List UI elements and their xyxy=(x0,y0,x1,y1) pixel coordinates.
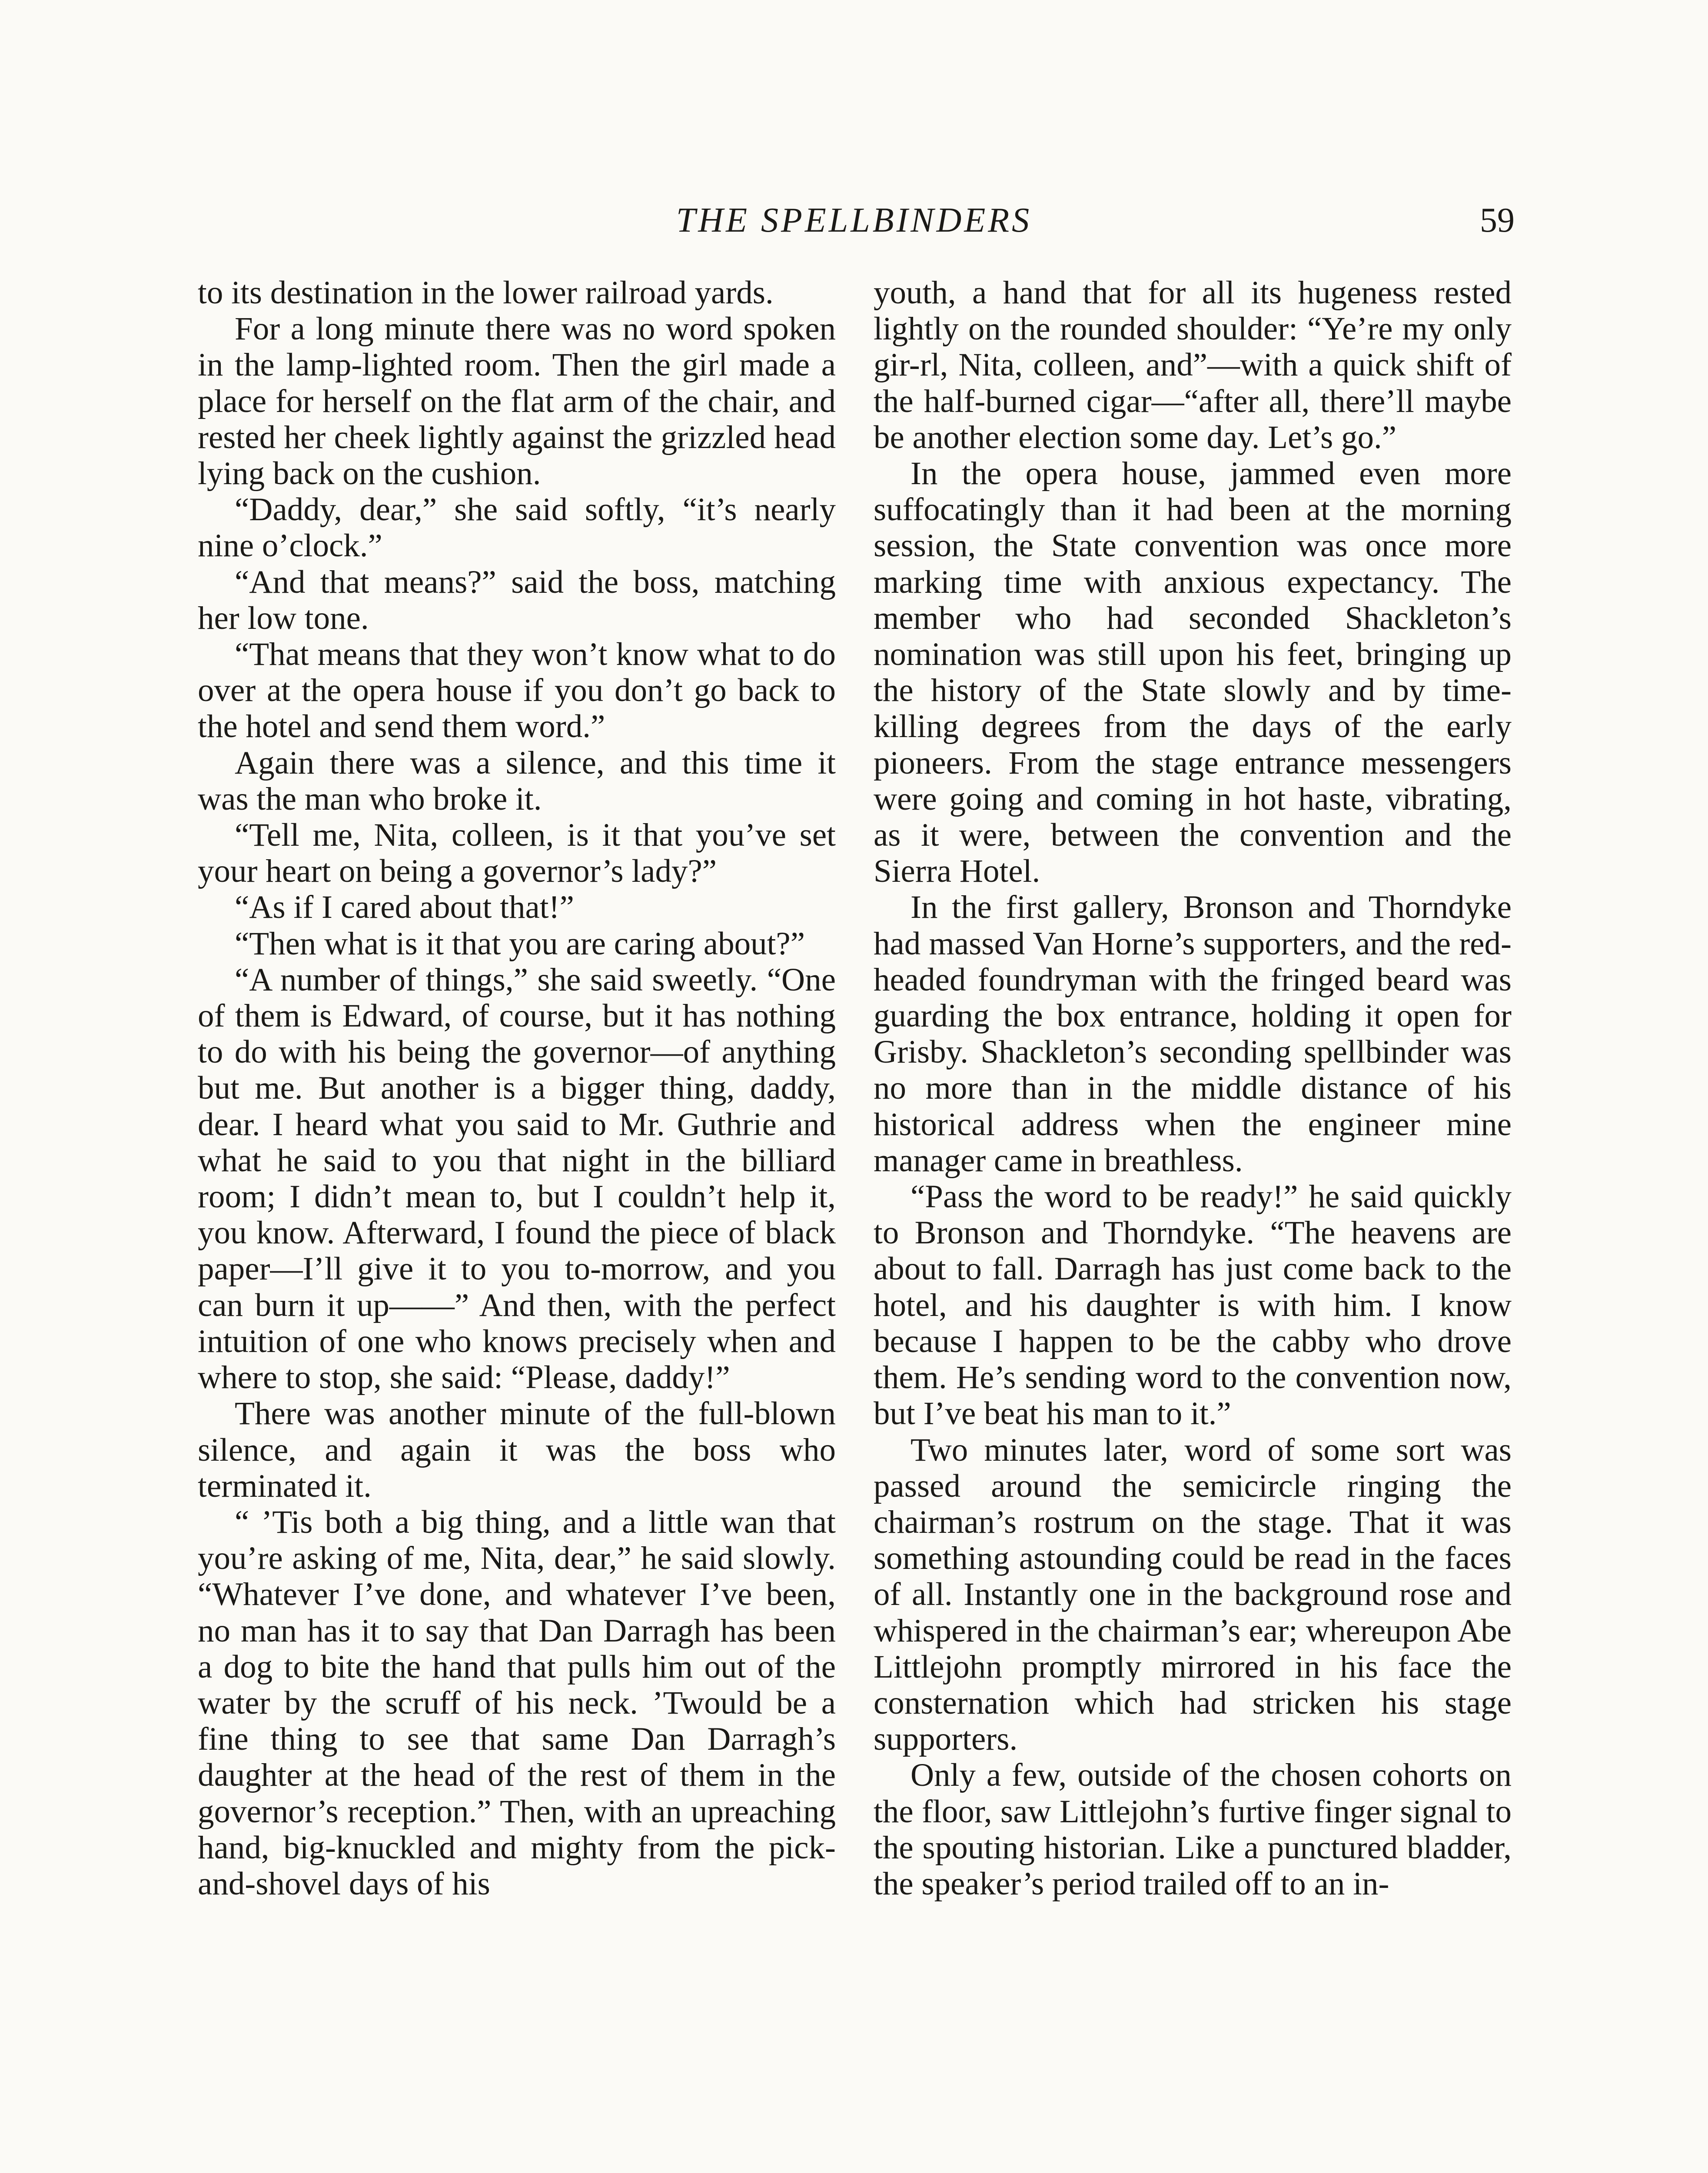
right-text-column xyxy=(874,275,1512,1902)
left-text-column xyxy=(198,275,836,1902)
paragraph: “As if I cared about that!” xyxy=(235,889,574,926)
paragraph: “Daddy, dear,” she said softly, “it’s nearly nine o’clock.” xyxy=(198,492,836,564)
running-title: THE SPELLBINDERS xyxy=(676,201,1032,239)
paragraph: “That means that they won’t know what to do over at the opera house if you don’t go back to the hotel and send them word.” xyxy=(198,636,836,745)
paragraph: In the first gallery, Bronson and Thorndyke had massed Van Horne’s supporters, and the red-headed foundryman with the fringed beard was guarding the box entrance, holding it open for Grisby. Shackleton’s seconding spellbinder was no more than in the middle distance of his historical address when the engineer mine manager came in breathless. xyxy=(874,889,1512,1179)
paragraph: “And that means?” said the boss, matching her low tone. xyxy=(198,564,836,636)
paragraph: There was another minute of the full-blown silence, and again it was the boss who terminated it. xyxy=(198,1396,836,1504)
paragraph: “Pass the word to be ready!” he said quickly to Bronson and Thorndyke. “The heavens are about to fall. Darragh has just come back to the hotel, and his daughter is with him. I know because I happen to be the cabby who drove them. He’s sending word to the convention now, but I’ve beat his man to it.” xyxy=(874,1179,1512,1432)
paragraph: In the opera house, jammed even more suffocatingly than it had been at the morning session, the State convention was once more marking time with anxious expectancy. The member who had seconded Shackleton’s nomination was still upon his feet, bringing up the history of the State slowly and by time-killing degrees from the days of the early pioneers. From the stage entrance messengers were going and coming in hot haste, vibrating, as it were, between the convention and the Sierra Hotel. xyxy=(874,455,1512,890)
paragraph: For a long minute there was no word spoken in the lamp-lighted room. Then the girl made a place for herself on the flat arm of the chair, and rested her cheek lightly against the grizzled head lying back on the cushion. xyxy=(198,311,836,492)
paragraph: “A number of things,” she said sweetly. “One of them is Edward, of course, but it has nothing to do with his being the governor—of anything but me. But another is a bigger thing, daddy, dear. I heard what you said to Mr. Guthrie and what he said to you that night in the billiard room; I didn’t mean to, but I couldn’t help it, you know. Afterward, I found the piece of black paper—I’ll give it to you to-morrow, and you can burn it up——” And then, with the perfect intuition of one who knows precisely when and where to stop, she said: “Please, daddy!” xyxy=(198,961,836,1396)
paragraph: “Tell me, Nita, colleen, is it that you’ve set your heart on being a governor’s lady?” xyxy=(198,817,836,890)
paragraph: to its destination in the lower railroad yards. xyxy=(198,275,774,311)
paragraph: Two minutes later, word of some sort was passed around the semicircle ringing the chairman’s rostrum on the stage. That it was something astounding could be read in the faces of all. Instantly one in the background rose and whispered in the chairman’s ear; whereupon Abe Littlejohn promptly mirrored in his face the consternation which had stricken his stage supporters. xyxy=(874,1432,1512,1758)
paragraph: Again there was a silence, and this time it was the man who broke it. xyxy=(198,744,836,817)
paragraph: “ ’Tis both a big thing, and a little wan that you’re asking of me, Nita, dear,” he said slowly. “Whatever I’ve done, and whatever I’ve been, no man has it to say that Dan Darragh has been a dog to bite the hand that pulls him out of the water by the scruff of his neck. ’Twould be a fine thing to see that same Dan Darragh’s daughter at the head of the rest of them in the governor’s reception.” Then, with an upreaching hand, big-knuckled and mighty from the pick-and-shovel days of his xyxy=(198,1504,836,1902)
page-number: 59 xyxy=(1480,201,1515,239)
paragraph: youth, a hand that for all its hugeness rested lightly on the rounded shoulder: “Ye’re my only gir-rl, Nita, colleen, and”—with a quick shift of the half-burned cigar—“after all, there’ll maybe be another election some day. Let’s go.” xyxy=(874,275,1512,455)
running-head xyxy=(198,196,1515,244)
paragraph: “Then what is it that you are caring about?” xyxy=(235,925,805,962)
paragraph: Only a few, outside of the chosen cohorts on the floor, saw Littlejohn’s furtive finger signal to the spouting historian. Like a punctured bladder, the speaker’s period trailed off to an in- xyxy=(874,1757,1512,1902)
